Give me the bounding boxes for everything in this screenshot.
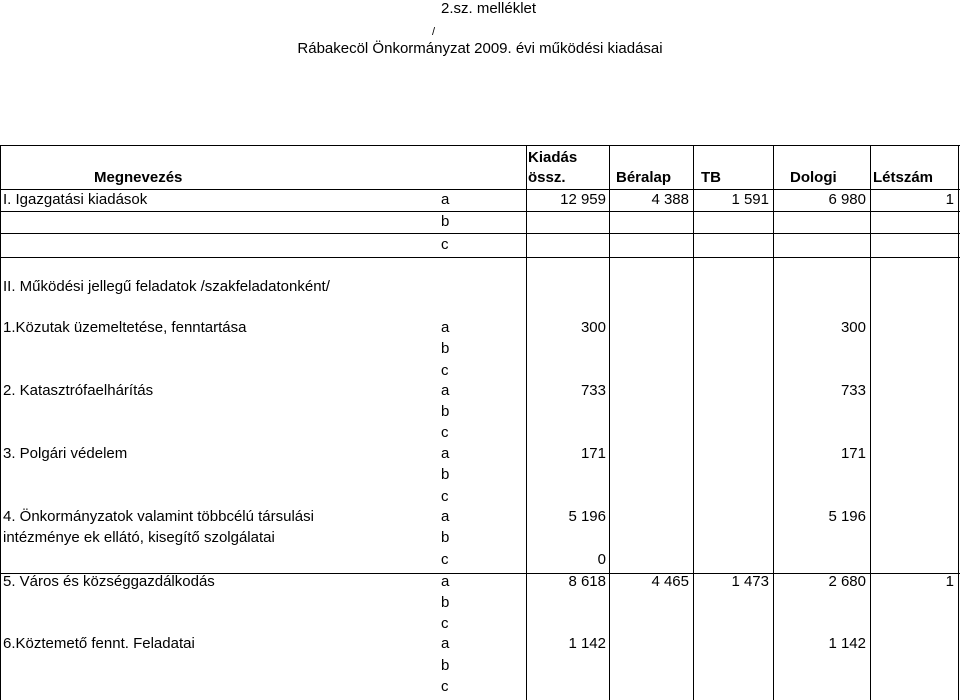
row-name: intézménye ek ellátó, kisegítő szolgálatai xyxy=(3,529,275,546)
row-name: I. Igazgatási kiadások xyxy=(3,191,148,208)
total-cell: 171 xyxy=(580,445,606,462)
row-name: 1.Közutak üzemeltetése, fenntartása xyxy=(3,319,247,336)
row-name: 6.Köztemető fennt. Feladatai xyxy=(3,635,195,652)
row-code: c xyxy=(441,678,449,695)
row-code: c xyxy=(441,551,449,568)
row-code: c xyxy=(441,362,449,379)
row-name: 4. Önkormányzatok valamint többcélú társulási xyxy=(3,508,314,525)
staff-cell: 1 xyxy=(945,573,954,590)
section-title: II. Működési jellegű feladatok /szakfeladatonként/ xyxy=(3,278,330,295)
row-code: a xyxy=(441,573,450,590)
total-cell: 300 xyxy=(580,319,606,336)
row-name: 5. Város és községgazdálkodás xyxy=(3,573,215,590)
row-name: 3. Polgári védelem xyxy=(3,445,128,462)
col-beralap: Béralap xyxy=(616,169,672,186)
dologi-cell: 1 142 xyxy=(828,635,866,652)
row-code: c xyxy=(441,488,449,505)
col-letszam: Létszám xyxy=(873,169,934,186)
row-code: a xyxy=(441,508,450,525)
row-code: a xyxy=(441,191,450,208)
row-code: a xyxy=(441,445,450,462)
row-name: 2. Katasztrófaelhárítás xyxy=(3,382,154,399)
dologi-cell: 6 980 xyxy=(828,191,866,208)
row-code: c xyxy=(441,424,449,441)
row-code: b xyxy=(441,529,450,546)
staff-cell: 1 xyxy=(945,191,954,208)
total-cell: 12 959 xyxy=(560,191,606,208)
total-cell: 5 196 xyxy=(568,508,606,525)
total-cell: 0 xyxy=(597,551,606,568)
total-cell: 733 xyxy=(580,382,606,399)
tb-cell: 1 591 xyxy=(731,191,769,208)
row-code: b xyxy=(441,340,450,357)
dologi-cell: 2 680 xyxy=(828,573,866,590)
row-code: a xyxy=(441,382,450,399)
row-code: b xyxy=(441,466,450,483)
slash-mark: / xyxy=(432,26,436,38)
annex-text: 2.sz. melléklet xyxy=(441,0,537,17)
row-code: b xyxy=(441,594,450,611)
col-dologi: Dologi xyxy=(790,169,837,186)
dologi-cell: 300 xyxy=(840,319,866,336)
row-code: b xyxy=(441,213,450,230)
total-cell: 8 618 xyxy=(568,573,606,590)
total-cell: 1 142 xyxy=(568,635,606,652)
col-megnevezes: Megnevezés xyxy=(94,169,183,186)
dologi-cell: 5 196 xyxy=(828,508,866,525)
wages-cell: 4 465 xyxy=(651,573,689,590)
row-code: b xyxy=(441,657,450,674)
row-code: c xyxy=(441,615,449,632)
col-tb: TB xyxy=(701,169,721,186)
dologi-cell: 171 xyxy=(840,445,866,462)
row-code: b xyxy=(441,403,450,420)
col-kiadas-line2: össz. xyxy=(528,169,566,186)
document-title: Rábakecöl Önkormányzat 2009. évi működési kiadásai xyxy=(297,40,663,57)
wages-cell: 4 388 xyxy=(651,191,689,208)
row-code: a xyxy=(441,635,450,652)
tb-cell: 1 473 xyxy=(731,573,769,590)
dologi-cell: 733 xyxy=(840,382,866,399)
row-code: c xyxy=(441,236,449,253)
col-kiadas-line1: Kiadás xyxy=(528,149,578,166)
row-code: a xyxy=(441,319,450,336)
